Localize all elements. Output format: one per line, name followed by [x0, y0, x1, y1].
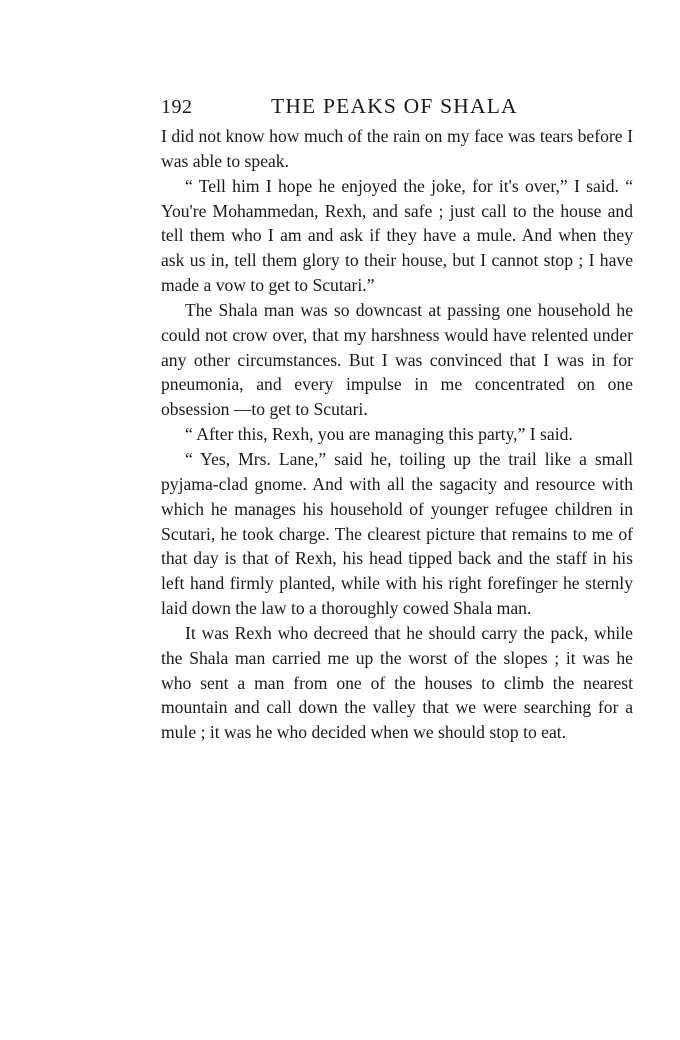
paragraph: “ After this, Rexh, you are managing this party,” I said. [185, 424, 573, 445]
running-title: THE PEAKS OF SHALA [271, 94, 518, 118]
page-header [161, 92, 633, 122]
paragraph: I did not know how much of the rain on my face was tears before I was able to speak. [161, 126, 633, 171]
paragraph: The Shala man was so downcast at passing one household he could not crow over, that my harshness would have relented under any other circumstances. But I was convinced that I was in for pneumonia, and every impulse in me concentrated on one obsession —to get to Scutari. [161, 299, 633, 420]
page-number: 192 [161, 96, 193, 118]
paragraph: “ Tell him I hope he enjoyed the joke, for it's over,” I said. “ You're Mohammedan, Rexh, and safe ; just call to the house and tell them who I am and ask if they have a mule. And when they ask us in, tell them glory to their house, but I cannot stop ; I have made a vow to get to Scutari.” [161, 175, 633, 296]
book-page [161, 92, 633, 745]
paragraph: It was Rexh who decreed that he should carry the pack, while the Shala man carried me up the worst of the slopes ; it was he who sent a man from one of the houses to climb the nearest mountain and call down the valley that we were searching for a mule ; it was he who decided when we should stop to eat. [161, 622, 633, 743]
paragraph: “ Yes, Mrs. Lane,” said he, toiling up the trail like a small pyjama-clad gnome. And with all the sagacity and resource with which he manages his household of younger refugee children in Scutari, he took charge. The clearest picture that remains to me of that day is that of Rexh, his head tipped back and the staff in his left hand firmly planted, while with his right forefinger he sternly laid down the law to a thoroughly cowed Shala man. [161, 448, 633, 619]
body-text [161, 124, 633, 745]
